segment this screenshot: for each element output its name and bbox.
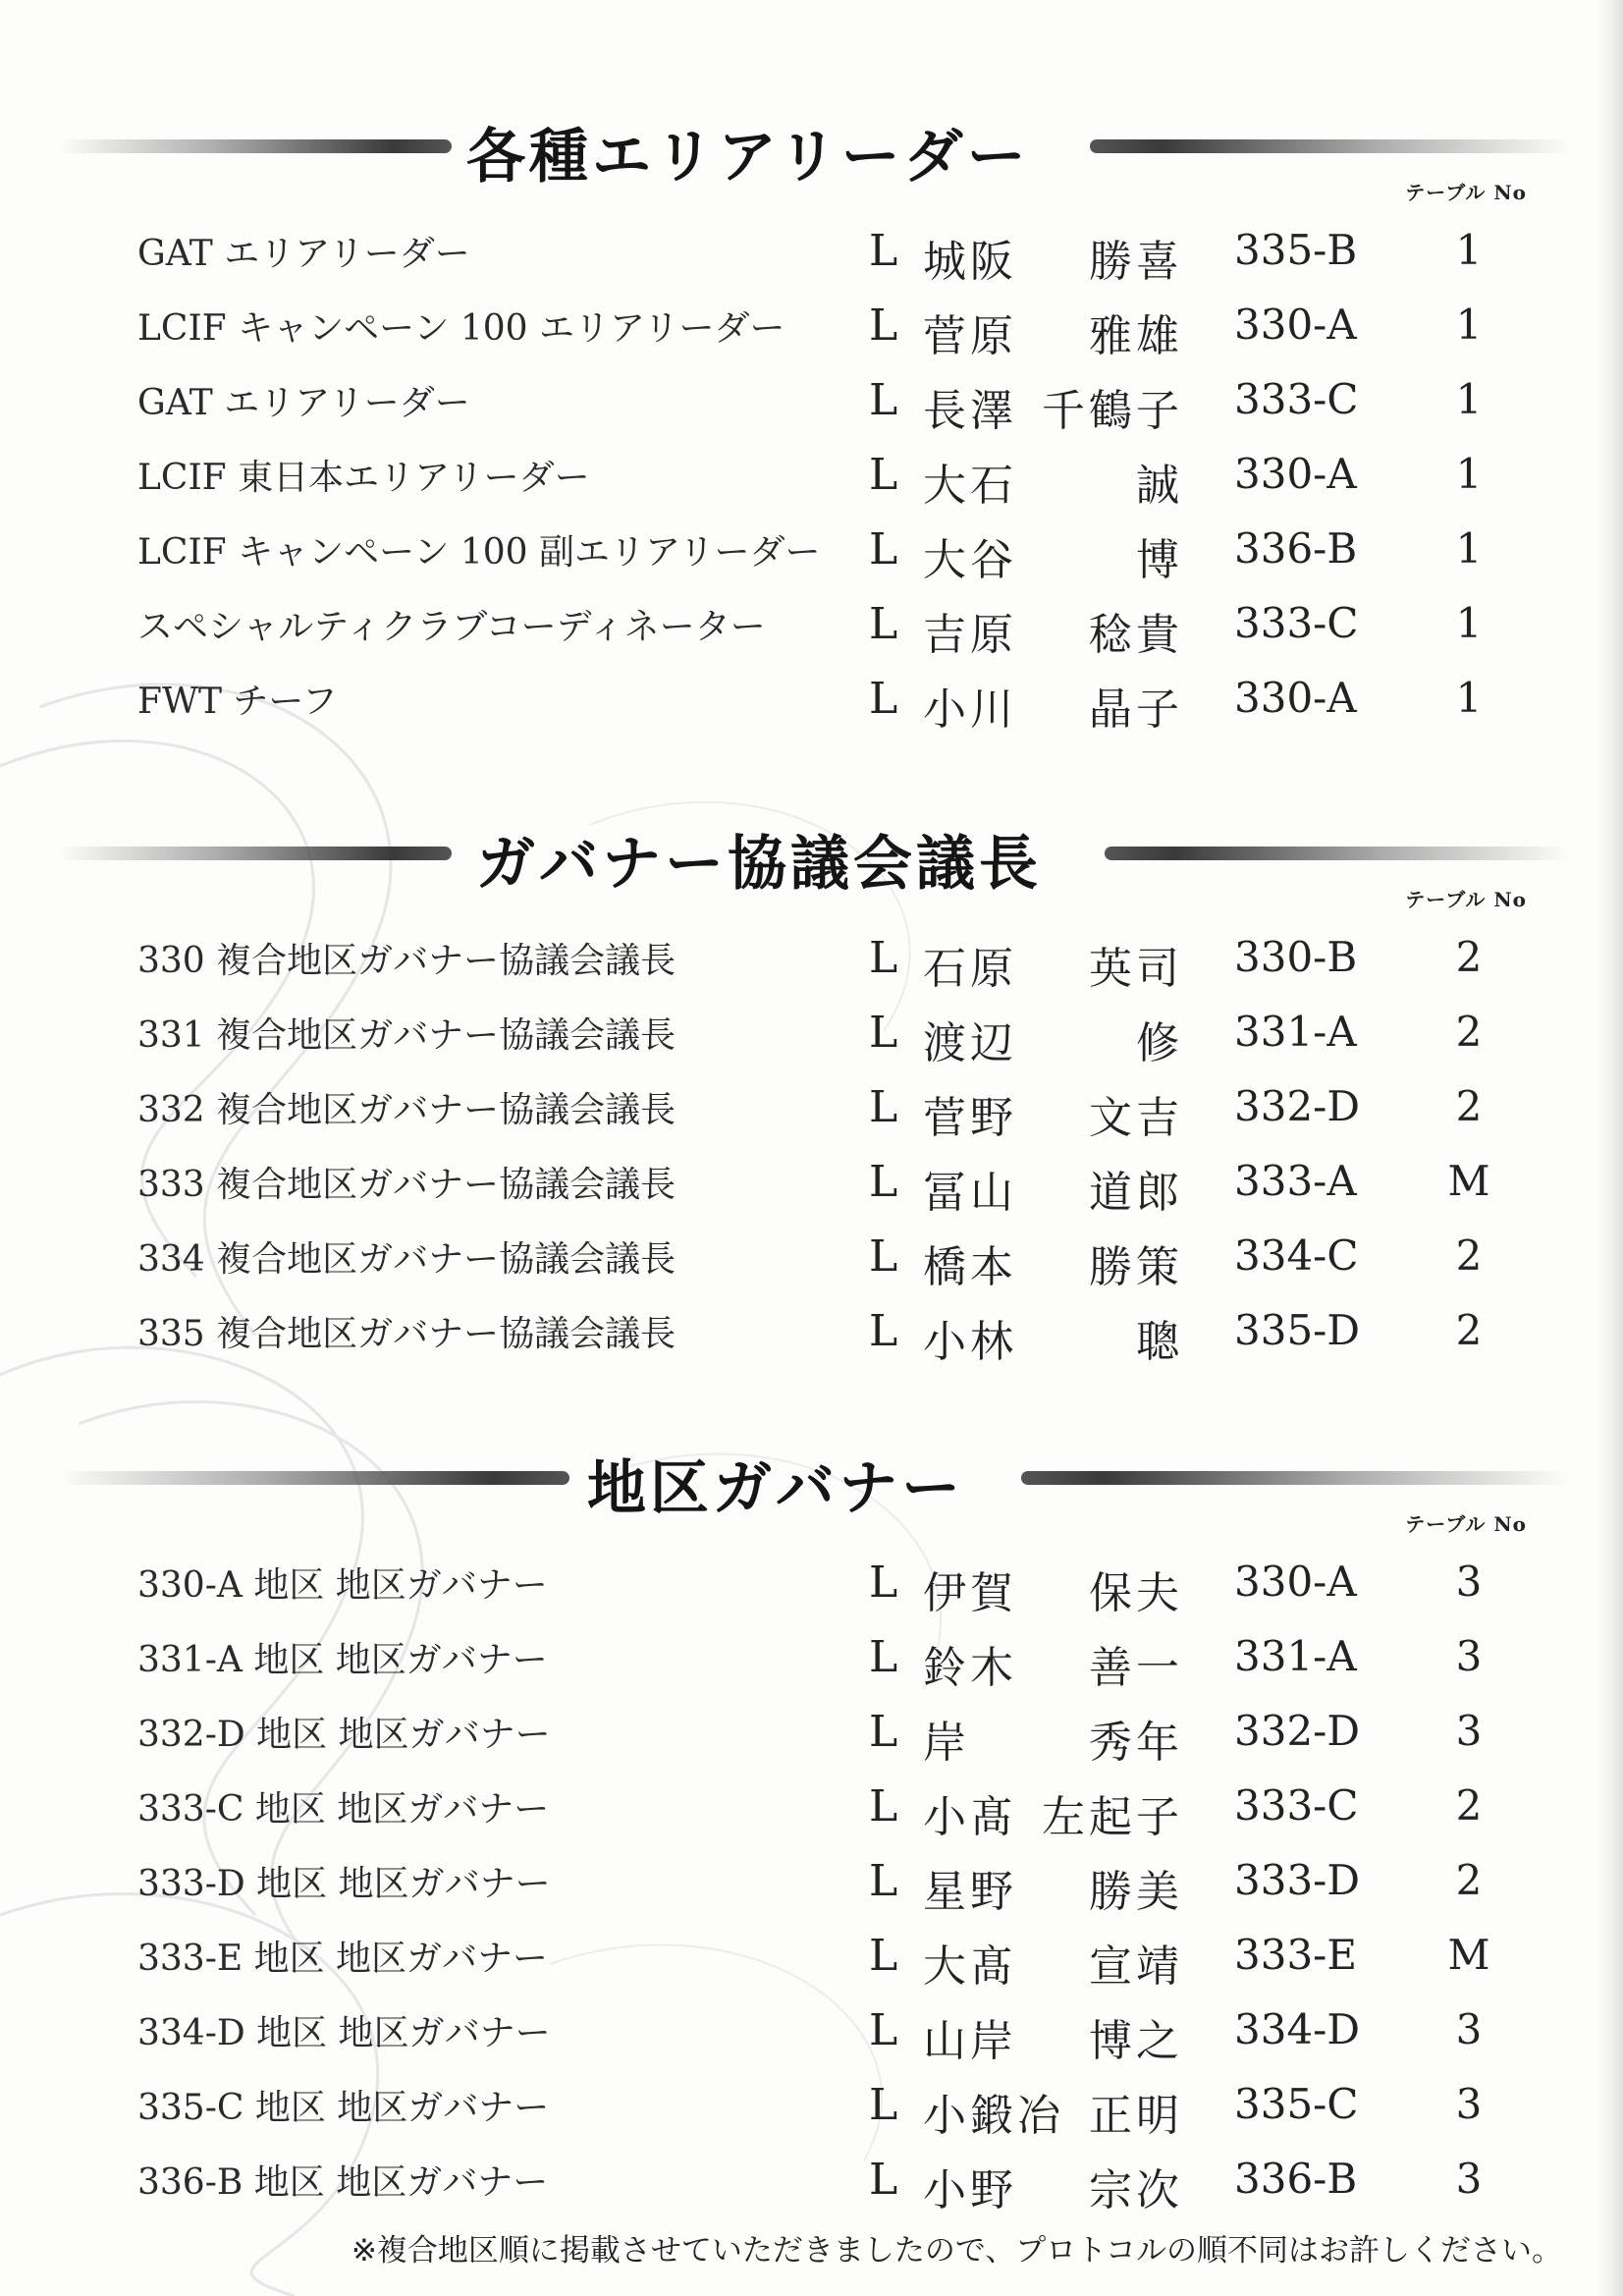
given-name: 宗次 [1089,2165,1183,2215]
given-name: 保夫 [1089,1568,1183,1618]
district: 330-A [1234,674,1357,722]
table-number: 1 [1455,375,1483,423]
table-number: 1 [1455,301,1483,349]
lion-prefix: L [869,301,898,351]
lion-prefix: L [869,2155,898,2205]
brush-stroke-left [59,1471,569,1485]
district: 333-E [1234,1931,1358,1979]
table-row [0,436,1623,511]
lion-prefix: L [869,599,898,649]
given-name: 道郎 [1089,1168,1183,1218]
table-number: 3 [1455,1558,1483,1606]
brush-stroke-right [1090,139,1571,153]
table-no-label: テーブル No [1405,181,1527,204]
lion-prefix: L [869,933,898,983]
lion-prefix: L [869,2005,898,2055]
brush-stroke-right [1105,847,1571,860]
table-number: M [1447,1157,1490,1205]
surname: 石原 [923,944,1017,994]
table-row [0,1218,1623,1292]
given-name: 宣靖 [1089,1941,1183,1992]
given-name: 千鶴子 [1042,386,1183,436]
surname: 大髙 [923,1941,1017,1992]
brush-stroke-left [59,847,452,860]
section-district-governors [0,1434,1623,2215]
district: 332-D [1234,1082,1361,1130]
table-row [0,287,1623,361]
table-number: 3 [1455,2005,1483,2053]
table-row [0,1917,1623,1992]
district: 333-A [1234,1157,1357,1205]
given-name: 博之 [1089,2016,1183,2066]
lion-prefix: L [869,524,898,574]
lion-prefix: L [869,1231,898,1282]
table-number: 2 [1455,1008,1483,1056]
surname: 橋本 [923,1242,1017,1292]
section-header [0,102,1623,204]
lion-prefix: L [869,1931,898,1981]
district: 335-D [1234,1306,1361,1354]
table-row [0,1992,1623,2066]
table-row [0,1693,1623,1768]
district: 336-B [1234,524,1358,573]
section-header [0,809,1623,911]
given-name: 稔貴 [1089,610,1183,660]
district: 334-D [1234,2005,1361,2053]
district: 330-A [1234,450,1357,498]
lion-prefix: L [869,450,898,500]
table-no-label: テーブル No [1405,888,1527,911]
table-number: 1 [1455,599,1483,647]
table-row [0,1768,1623,1842]
district: 333-C [1234,375,1359,423]
table-row [0,1842,1623,1917]
table-number: 2 [1455,1781,1483,1830]
surname: 小髙 [923,1792,1017,1842]
district: 335-C [1234,2080,1359,2128]
role: 330-A 地区 地区ガバナー [137,1565,548,1606]
role: FWT チーフ [137,682,338,722]
section-governor-council-chairs [0,809,1623,1367]
given-name: 勝喜 [1089,237,1183,287]
given-name: 左起子 [1042,1792,1183,1842]
brush-stroke-left [59,139,452,153]
district: 330-B [1234,933,1358,981]
lion-prefix: L [869,1856,898,1906]
section-header [0,1434,1623,1536]
role: 334 複合地区ガバナー協議会議長 [137,1239,676,1280]
table-number: 2 [1455,1082,1483,1130]
table-row [0,511,1623,585]
district: 330-A [1234,301,1357,349]
role: 334-D 地区 地区ガバナー [137,2013,551,2053]
given-name: 修 [1136,1018,1183,1068]
table-row [0,1544,1623,1618]
surname: 小鍛冶 [923,2091,1064,2141]
given-name: 勝策 [1089,1242,1183,1292]
section-area-leaders [0,102,1623,735]
table-row [0,1292,1623,1367]
surname: 伊賀 [923,1568,1017,1618]
lion-prefix: L [869,1558,898,1608]
given-name: 博 [1136,535,1183,585]
table-number: 2 [1455,1856,1483,1904]
table-row [0,1618,1623,1693]
given-name: 秀年 [1089,1718,1183,1768]
lion-prefix: L [869,1082,898,1132]
district: 335-B [1234,226,1358,274]
lion-prefix: L [869,375,898,425]
surname: 岸 [923,1718,970,1768]
role: LCIF キャンペーン 100 エリアリーダー [137,308,785,349]
role: 331-A 地区 地区ガバナー [137,1640,548,1680]
table-row [0,2066,1623,2141]
table-number: 1 [1455,450,1483,498]
role: 332 複合地区ガバナー協議会議長 [137,1090,676,1130]
table-number: 3 [1455,2155,1483,2203]
role: 333 複合地区ガバナー協議会議長 [137,1165,676,1205]
role: GAT エリアリーダー [137,383,470,423]
table-number: 1 [1455,226,1483,274]
given-name: 文吉 [1089,1093,1183,1143]
given-name: 正明 [1089,2091,1183,2141]
surname: 長澤 [923,386,1017,436]
table-row [0,212,1623,287]
section-title: ガバナー協議会議長 [476,830,1042,899]
role: LCIF 東日本エリアリーダー [137,458,590,498]
given-name: 善一 [1089,1643,1183,1693]
table-row [0,2141,1623,2215]
table-row [0,1068,1623,1143]
district: 330-A [1234,1558,1357,1606]
role: 331 複合地区ガバナー協議会議長 [137,1015,676,1056]
role: 335-C 地区 地区ガバナー [137,2088,550,2128]
table-number: 2 [1455,1306,1483,1354]
role: LCIF キャンペーン 100 副エリアリーダー [137,532,821,573]
table-number: 3 [1455,1632,1483,1680]
section-title: 各種エリアリーダー [466,123,1030,191]
lion-prefix: L [869,226,898,276]
surname: 冨山 [923,1168,1017,1218]
lion-prefix: L [869,1008,898,1058]
table-row [0,919,1623,994]
table-row [0,361,1623,436]
lion-prefix: L [869,1707,898,1757]
surname: 鈴木 [923,1643,1017,1693]
surname: 城阪 [923,237,1017,287]
brush-stroke-right [1021,1471,1571,1485]
given-name: 晶子 [1089,684,1183,735]
lion-prefix: L [869,1306,898,1356]
given-name: 雅雄 [1089,311,1183,361]
given-name: 誠 [1136,461,1183,511]
surname: 大谷 [923,535,1017,585]
role: 336-B 地区 地区ガバナー [137,2162,549,2203]
surname: 小川 [923,684,1017,735]
table-number: 2 [1455,933,1483,981]
role: 333-D 地区 地区ガバナー [137,1864,551,1904]
role: スペシャルティクラブコーディネーター [137,607,766,647]
surname: 菅原 [923,311,1017,361]
table-row [0,994,1623,1068]
role: 332-D 地区 地区ガバナー [137,1715,551,1755]
lion-prefix: L [869,1781,898,1831]
given-name: 聰 [1136,1317,1183,1367]
table-number: 3 [1455,2080,1483,2128]
district: 331-A [1234,1008,1357,1056]
table-row [0,585,1623,660]
surname: 星野 [923,1867,1017,1917]
table-no-label: テーブル No [1405,1512,1527,1536]
lion-prefix: L [869,1632,898,1682]
given-name: 英司 [1089,944,1183,994]
lion-prefix: L [869,2080,898,2130]
district: 333-C [1234,1781,1359,1830]
table-number: 2 [1455,1231,1483,1280]
lion-prefix: L [869,674,898,724]
table-number: M [1447,1931,1490,1979]
lion-prefix: L [869,1157,898,1207]
given-name: 勝美 [1089,1867,1183,1917]
surname: 大石 [923,461,1017,511]
district: 333-C [1234,599,1359,647]
surname: 吉原 [923,610,1017,660]
role: GAT エリアリーダー [137,234,470,274]
footnote: ※複合地区順に掲載させていただきましたので、プロトコルの順不同はお許しください。 [351,2233,1562,2269]
surname: 小林 [923,1317,1017,1367]
district: 331-A [1234,1632,1357,1680]
district: 332-D [1234,1707,1361,1755]
district: 336-B [1234,2155,1358,2203]
district: 334-C [1234,1231,1359,1280]
role: 335 複合地区ガバナー協議会議長 [137,1314,676,1354]
table-number: 1 [1455,524,1483,573]
role: 333-E 地区 地区ガバナー [137,1939,549,1979]
table-row [0,1143,1623,1218]
district: 333-D [1234,1856,1361,1904]
role: 330 複合地区ガバナー協議会議長 [137,941,676,981]
surname: 小野 [923,2165,1017,2215]
table-row [0,660,1623,735]
role: 333-C 地区 地区ガバナー [137,1789,550,1830]
table-number: 1 [1455,674,1483,722]
surname: 山岸 [923,2016,1017,2066]
surname: 渡辺 [923,1018,1017,1068]
section-title: 地区ガバナー [587,1454,964,1523]
table-number: 3 [1455,1707,1483,1755]
surname: 菅野 [923,1093,1017,1143]
